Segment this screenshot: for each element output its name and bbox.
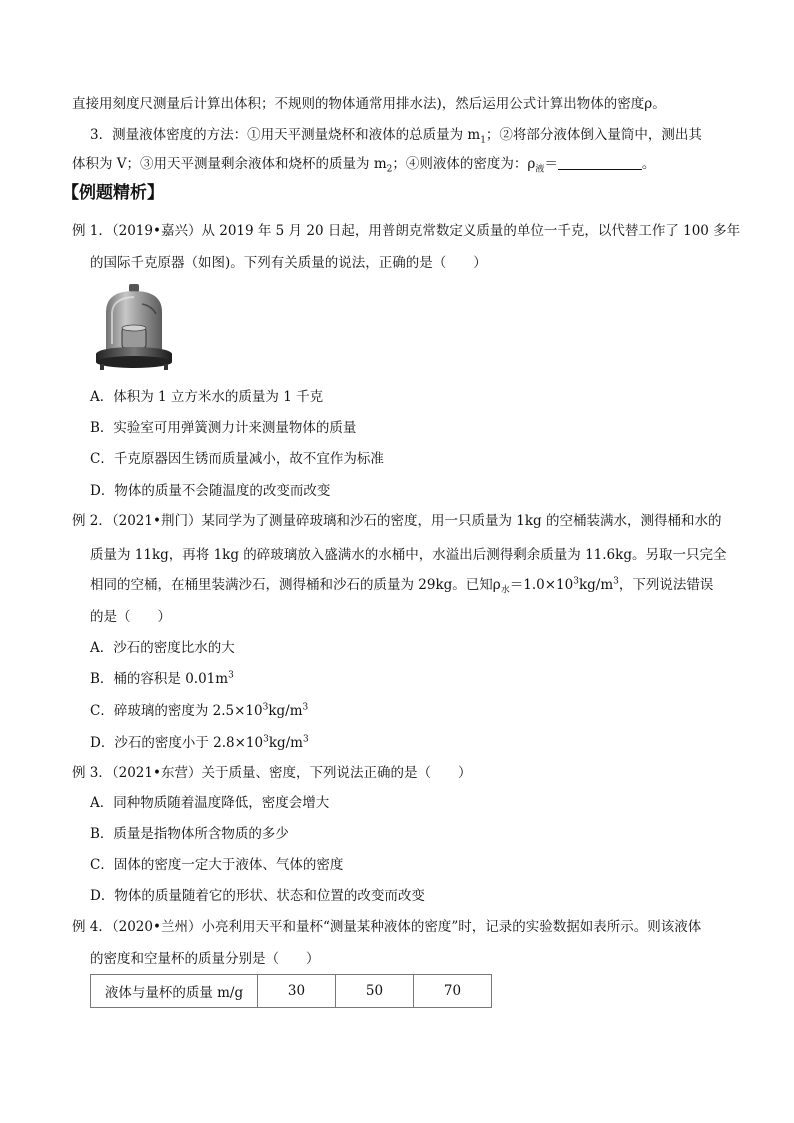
ex4-line-2: 的密度和空量杯的质量分别是（ ） <box>90 951 320 967</box>
item3-text-c: 体积为 V；③用天平测量剩余液体和烧杯的质量为 m <box>72 156 387 172</box>
table-cell: 30 <box>258 975 336 1008</box>
ex2-exp-2: 3 <box>613 576 619 587</box>
answer-blank[interactable] <box>558 157 642 170</box>
item3-text-f: 。 <box>641 156 656 172</box>
item3-text-b: ；②将部分液体倒入量筒中，测出其 <box>485 127 702 143</box>
ex1-line-1: 例 1．（2019•嘉兴）从 2019 年 5 月 20 日起，用普朗克常数定义质量的单位一千克，以代替工作了 100 多年 <box>72 223 741 239</box>
ex1-line-2: 的国际千克原器（如图)。下列有关质量的说法，正确的是（ ） <box>90 255 487 271</box>
ex2-line-3-b: ＝1.0×10 <box>509 577 574 593</box>
item3-sub-2: 2 <box>386 164 393 175</box>
table-header-cell: 液体与量杯的质量 m/g <box>91 975 258 1008</box>
item3-sub-1: 1 <box>480 135 486 146</box>
intro-item-3-cont <box>72 155 655 173</box>
item3-text-d: ；④则液体的密度为：ρ <box>392 156 536 172</box>
ex2-option-d-exp-1: 3 <box>263 734 269 745</box>
ex1-option-d: D．物体的质量不会随温度的改变而改变 <box>90 483 331 499</box>
intro-item-3 <box>90 126 702 144</box>
ex1-option-b: B．实验室可用弹簧测力计来测量物体的质量 <box>90 420 357 436</box>
table-cell: 50 <box>336 975 414 1008</box>
ex1-option-c: C．千克原器因生锈而质量减小，故不宜作为标准 <box>90 451 384 467</box>
table-cell: 70 <box>414 975 492 1008</box>
data-table <box>90 974 492 1008</box>
ex4-line-1: 例 4．（2020•兰州）小亮利用天平和量杯“测量某种液体的密度”时，记录的实验数据如表所示。则该液体 <box>72 919 702 935</box>
ex3-option-c: C．固体的密度一定大于液体、气体的密度 <box>90 857 344 873</box>
intro-text: 直接用刻度尺测量后计算出体积；不规则的物体通常用排水法)，然后运用公式计算出物体的密度ρ。 <box>72 96 666 112</box>
ex2-option-d <box>90 734 309 752</box>
ex2-option-c-text: C．碎玻璃的密度为 2.5×10 <box>90 703 263 719</box>
item3-text-a: 3．测量液体密度的方法：①用天平测量烧杯和液体的总质量为 m <box>90 127 481 143</box>
ex2-option-b-text: B．桶的容积是 0.01m <box>90 671 229 687</box>
ex2-exp-1: 3 <box>573 576 579 587</box>
ex3-option-d: D．物体的质量随着它的形状、状态和位置的改变而改变 <box>90 888 425 904</box>
ex2-option-c-exp-2: 3 <box>302 702 309 713</box>
ex2-line-3-d: ，下列说法错误 <box>618 577 714 593</box>
item3-text-e: ＝ <box>544 156 558 172</box>
ex2-line-3-c: kg/m <box>578 577 614 593</box>
ex2-option-c-unit: kg/m <box>268 703 303 719</box>
ex1-option-a: A．体积为 1 立方米水的质量为 1 千克 <box>90 389 324 405</box>
section-heading: 【例题精析】 <box>62 183 164 203</box>
ex3-option-b: B．质量是指物体所含物质的多少 <box>90 826 289 842</box>
ex2-option-d-unit: kg/m <box>268 735 303 751</box>
ex3-line-1: 例 3．（2021•东营）关于质量、密度，下列说法正确的是（ ） <box>72 765 472 781</box>
ex2-option-d-exp-2: 3 <box>302 734 309 745</box>
ex2-line-2: 质量为 11kg，再将 1kg 的碎玻璃放入盛满水的水桶中，水溢出后测得剩余质量为 11.6kg。另取一只完全 <box>90 547 727 563</box>
item3-sub-liquid: 液 <box>535 164 545 175</box>
ex2-option-a: A．沙石的密度比水的大 <box>90 640 235 656</box>
ex2-line-3 <box>90 576 713 594</box>
ex2-line-4: 的是（ ） <box>90 609 171 625</box>
table-row <box>91 975 492 1008</box>
ex2-line-3-text: 相同的空桶，在桶里装满沙石，测得桶和沙石的质量为 29kg。已知ρ <box>90 577 501 593</box>
ex3-option-a: A．同种物质随着温度降低，密度会增大 <box>90 795 330 811</box>
ex2-option-b <box>90 670 234 688</box>
ex2-option-b-exp: 3 <box>228 670 234 681</box>
intro-line-1 <box>72 95 666 113</box>
ex2-option-c <box>90 702 308 720</box>
ex2-option-d-text: D．沙石的密度小于 2.8×10 <box>90 735 264 751</box>
kilogram-prototype-image <box>92 282 176 372</box>
ex2-line-1: 例 2．（2021•荆门）某同学为了测量碎玻璃和沙石的密度，用一只质量为 1kg 的空桶装满水，测得桶和水的 <box>72 513 722 529</box>
ex2-water-sub: 水 <box>500 585 510 596</box>
ex2-option-c-exp-1: 3 <box>262 702 269 713</box>
